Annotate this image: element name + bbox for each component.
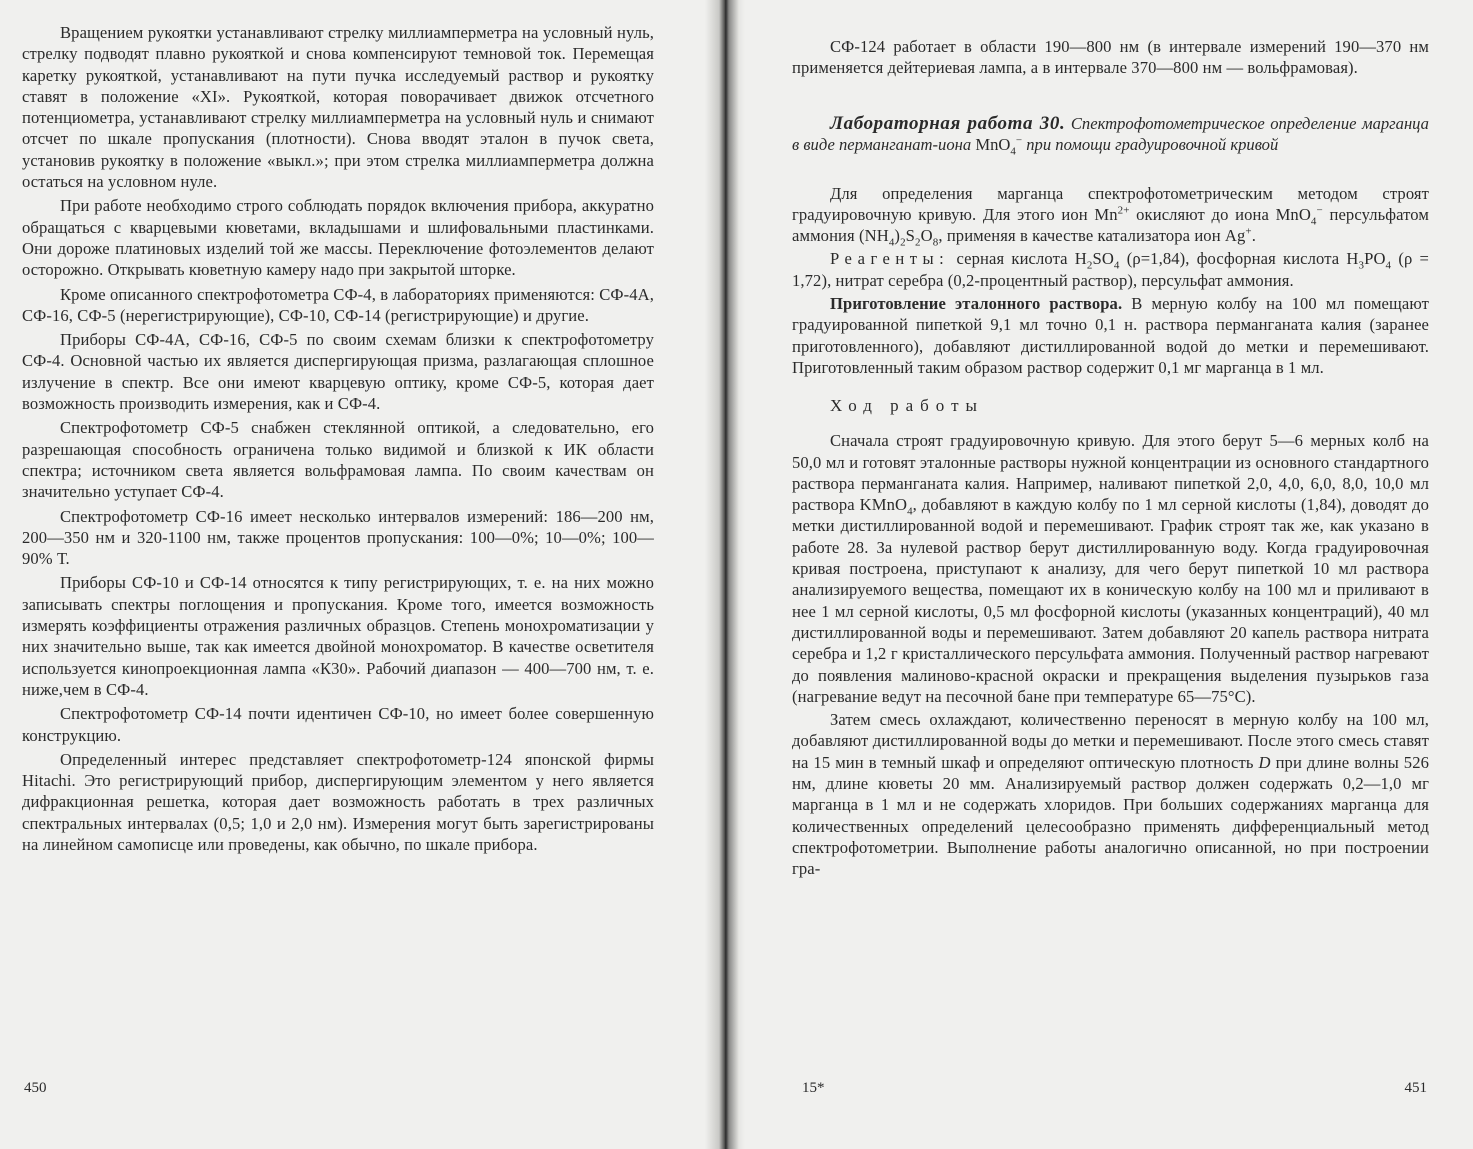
s-sub: 2: [915, 236, 921, 249]
method-text-c: персульфатом аммония (NH: [792, 204, 1429, 246]
lab-ion: [975, 134, 1023, 157]
left-paragraph-6: Спектрофотометр СФ-16 имеет несколько интервалов измерений: 186—200 нм, 200—350 нм и 320-1100 нм, также процентов пропускания: 100—0%; 10—0%; 100—90% Т.: [22, 506, 654, 569]
so4-sub: 4: [1113, 259, 1120, 272]
work-text-b: , добавляют в каждую колбу по 1 мл серной кислоты (1,84), доводят до метки дистиллированной водой и перемешивают. График строят так же, как указано в работе 28. За нулевой раствор берут дистиллированную воду. Когда градуировочная кривая построена, приступают к анализу, для чего берут пипеткой 10 мл раствора анализируемого вещества, помещают их в коническую колбу на 100 мл и приливают в нее 1 мл серной кислоты, 0,5 мл фосфорной кислоты (указанных концентраций), 40 мл дистиллированной воды и перемешивают. Затем добавляют 20 капель раствора нитрата серебра и 1,2 г кристаллического персульфата аммония. Полученный раствор нагревают до появления малиново-красной окраски и прекращения выделения пузырьков газа (нагревание ведут на песочной бане при температуре 65—75°С).: [792, 495, 1429, 706]
nh-sub: 4: [888, 236, 895, 249]
reagents-text-a: серная кислота H: [956, 249, 1087, 269]
o-sub: 8: [932, 236, 939, 249]
left-paragraph-1: Вращением рукоятки устанавливают стрелку миллиамперметра на условный нуль, стрелку подводят плавно рукояткой и снова компенсируют темновой ток. Перемещая каретку рукояткой, устанавливают на пути пучка исследуемый раствор и рукоятку ставят в положение «XI». Рукояткой, которая поворачивает движок отсчетного потенциометра, устанавливают стрелку миллиамперметра на условный нуль и снимают отсчет по шкале пропускания (плотности). Снова вводят эталон в пучок света, установив рукоятку в положение «выкл.»; при этом стрелка миллиамперметра должна остаться на условном нуле.: [22, 23, 654, 192]
kmno4-sub: 4: [907, 505, 913, 518]
work2-text-a: Затем смесь охлаждают, количественно переносят в мерную колбу на 100 мл, добавляют дистиллированной воды до метки и перемешивают. После этого смесь ставят на 15 мин в темный шкаф и определяют оптическую плотность: [792, 710, 1429, 772]
po4-sub: 4: [1385, 259, 1392, 272]
reagents-label: Реагенты:: [830, 249, 950, 269]
page-number-left: 450: [24, 1080, 47, 1096]
method-text-f: O: [920, 226, 933, 246]
work-paragraph-2: [792, 709, 1429, 879]
left-paragraph-5: Спектрофотометр СФ-5 снабжен стеклянной оптикой, а следовательно, его разрешающая способность ограничена только видимой и близкой к ИК области спектра; источником света является вольфрамовая лампа. По своим качествам он значительно уступает СФ-4.: [22, 418, 654, 502]
method-text-h: .: [1251, 226, 1256, 246]
method-text-b: окисляют до иона MnO: [1136, 204, 1311, 224]
lab-subtitle-b: при помощи градуировочной кривой: [1026, 134, 1279, 154]
optical-density-symbol: D: [1258, 752, 1271, 772]
book-gutter: [705, 0, 745, 1149]
lab-ion-base: MnO: [975, 134, 1011, 154]
mn-charge: 2+: [1117, 204, 1130, 217]
intro-paragraph: СФ-124 работает в области 190—800 нм (в интервале измерений 190—370 нм применяется дейтериевая лампа, а в интервале 370—800 нм — вольфрамовая).: [792, 37, 1429, 78]
reagents-text-c: (ρ=1,84), фосфорная кислота H: [1126, 249, 1359, 269]
left-paragraph-3: Кроме описанного спектрофотометра СФ-4, в лабораториях применяются: СФ-4А, СФ-16, СФ-5 (нерегистрирующие), СФ-10, СФ-14 (регистрирующие) и другие.: [22, 284, 654, 325]
work-text-a: Сначала строят градуировочную кривую. Для этого берут 5—6 мерных колб на 50,0 мл и готовят эталонные растворы нужной концентрации из основного стандартного раствора перманганата калия. Например, наливают пипеткой 2,0, 4,0, 6,0, 8,0, 10,0 мл раствора KMnO: [792, 431, 1429, 515]
method-paragraph: [792, 183, 1429, 247]
reagents-text-b: SO: [1092, 249, 1114, 269]
ag-charge: +: [1245, 225, 1252, 238]
lab-subtitle-a: Спектрофотометрическое определение марганца в виде перманганат-иона: [792, 113, 1429, 154]
ion-sub: 4: [1310, 215, 1317, 228]
left-paragraph-2: При работе необходимо строго соблюдать порядок включения прибора, аккуратно обращаться с кварцевыми кюветами, вкладышами и шлифовальными пластинками. Они дороже платиновых изделий той же массы. Переключение фотоэлементов делают осторожно. Открывать кюветную камеру надо при закрытой шторке.: [22, 196, 654, 280]
method-text-a: Для определения марганца спектрофотометрическим методом строят градуировочную кривую. Для этого ион Mn: [792, 183, 1429, 224]
method-text-e: S: [905, 226, 916, 246]
reagents-text-e: (ρ = 1,72), нитрат серебра (0,2-процентный раствор), персульфат аммония.: [792, 249, 1430, 290]
page-number-right: 451: [1404, 1080, 1427, 1096]
lab-title: Лабораторная работа 30.: [830, 112, 1066, 134]
method-text-g: , применяя в качестве катализатора ион Ag: [938, 226, 1246, 246]
work-paragraph-1: [792, 430, 1429, 707]
left-paragraph-4: Приборы СФ-4А, СФ-16, СФ-5 по своим схемам близки к спектрофотометру СФ-4. Основной частью их является диспергирующая призма, разлагающая сплошное излучение в спектр. Все они имеют кварцевую оптику, кроме СФ-5, которая дает возможность производить измерения, как и СФ-4.: [22, 330, 654, 414]
work2-text-b: при длине волны 526 нм, длине кюветы 20 мм. Анализируемый раствор должен содержать 0,2—1,0 мг марганца в 1 мл и не содержать хлоридов. При больших содержаниях марганца для количественных определений целесообразно применять дифференциальный метод спектрофотометрии. Выполнение работы аналогично описанной, но при построении гра-: [792, 752, 1429, 879]
ion-charge: −: [1316, 204, 1323, 217]
standard-solution-paragraph: [792, 293, 1429, 378]
section-heading: Ход работы: [830, 396, 984, 416]
signature-mark: 15*: [802, 1080, 825, 1096]
reagents-paragraph: [792, 248, 1429, 291]
h3-sub: 3: [1358, 259, 1365, 272]
h2-sub: 2: [1086, 259, 1093, 272]
right-page: [740, 0, 1473, 1149]
standard-solution-label: Приготовление эталонного раствора.: [830, 294, 1123, 314]
standard-solution-text: В мерную колбу на 100 мл помещают градуированной пипеткой 9,1 мл точно 0,1 н. раствора перманганата калия (заранее приготовленного), добавляют дистиллированной водой до метки и перемешивают. Приготовленный таким образом раствор содержит 0,1 мг марганца в 1 мл.: [792, 294, 1429, 377]
reagents-text-d: PO: [1364, 249, 1386, 269]
left-paragraph-7: Приборы СФ-10 и СФ-14 относятся к типу регистрирующих, т. е. на них можно записывать спектры поглощения и пропускания. Кроме того, имеется возможность измерять коэффициенты отражения различных образцов. Степень монохроматизации у них значительно выше, так как имеется двойной монохроматор. В качестве осветителя используется кинопроекционная лампа «К30». Рабочий диапазон — 400—700 нм, т. е. ниже,чем в СФ-4.: [22, 573, 654, 699]
lab-ion-sub: 4: [1010, 144, 1016, 157]
lab-ion-sup: −: [1015, 134, 1023, 147]
left-paragraph-9: Определенный интерес представляет спектрофотометр-124 японской фирмы Hitachi. Это регистрирующий прибор, диспергирующим элементом у него является дифракционная решетка, которая дает возможность работать в трех различных спектральных интервалах (0,5; 1,0 и 2,0 нм). Измерения могут быть зарегистрированы на линейном самописце или проведены, как обычно, по шкале прибора.: [22, 749, 654, 854]
lab-heading: [792, 113, 1429, 155]
left-page: [0, 0, 712, 1149]
paren-sub: 2: [900, 236, 906, 249]
left-paragraph-8: Спектрофотометр СФ-14 почти идентичен СФ-10, но имеет более совершенную конструкцию.: [22, 704, 654, 745]
method-text-d: ): [894, 226, 901, 246]
